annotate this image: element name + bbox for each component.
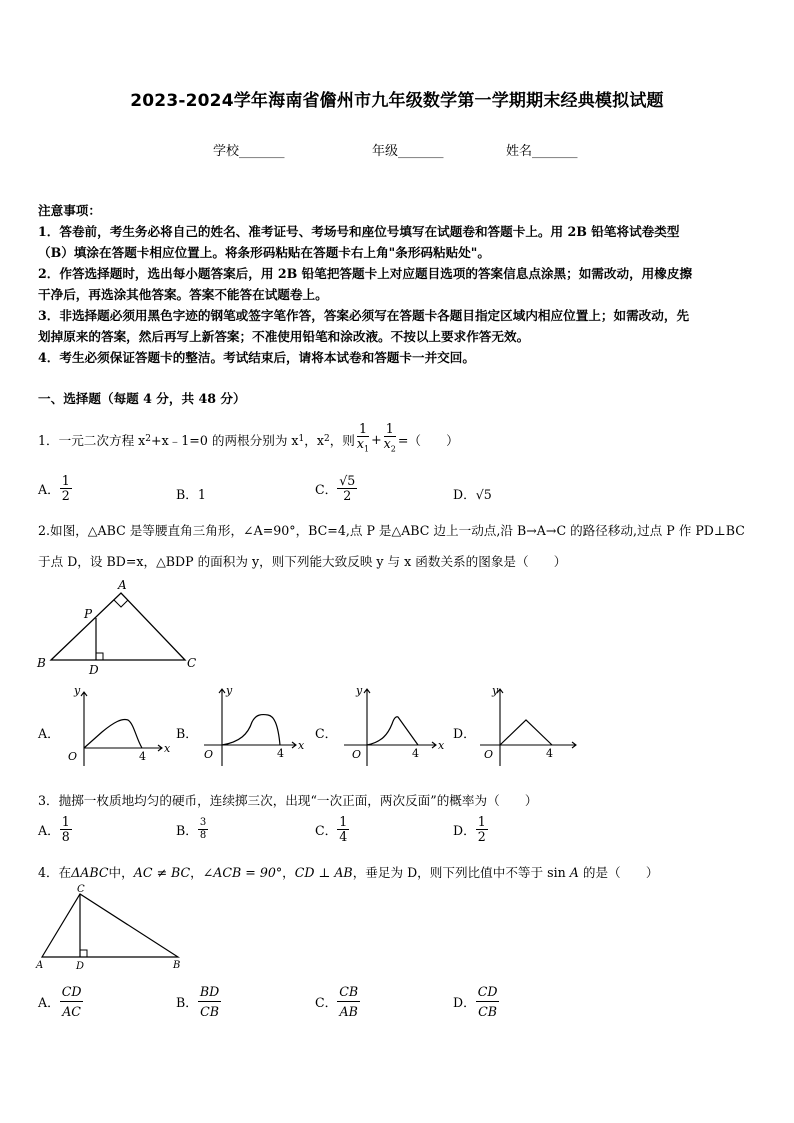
- q1-option-d[interactable]: [453, 484, 492, 503]
- q4-triangle-figure: [34, 882, 190, 974]
- q1-option-c[interactable]: [315, 474, 357, 503]
- q2-option-b-label[interactable]: B．: [176, 726, 198, 741]
- q3-option-d[interactable]: [453, 815, 488, 844]
- tick-4-label: 4: [139, 750, 146, 763]
- q4-cond1: AC ≠ BC: [133, 865, 191, 880]
- tick-4-label: 4: [546, 747, 553, 760]
- frac-den: 2: [343, 488, 352, 503]
- right-angle-mark: [96, 653, 103, 660]
- q4-sep: ，: [190, 865, 203, 880]
- note-line: 划掉原来的答案，然后再写上新答案；不准使用铅笔和涂改液。不按以上要求作答无效。: [38, 329, 530, 344]
- label-p: P: [84, 607, 93, 621]
- right-angle-mark: [80, 950, 87, 957]
- q4-cond2: ∠ACB = 90°: [202, 865, 283, 880]
- q2-graph-a[interactable]: [62, 684, 172, 774]
- q4-var-a: A: [569, 865, 579, 880]
- q1-frac2-num: 1: [385, 421, 394, 436]
- q1-frac1-sub: 1: [363, 444, 370, 454]
- frac-den: 2: [477, 829, 486, 844]
- frac-num: 1: [61, 473, 70, 488]
- school-field: 学校_______: [213, 144, 285, 159]
- note-line: 1．答卷前，考生务必将自己的姓名、准考证号、考场号和座位号填写在试题卷和答题卡上。用 2B 铅笔将试卷类型: [38, 224, 680, 239]
- label-a: A: [118, 578, 127, 592]
- q1-frac1: [355, 422, 371, 457]
- graph-curve: [84, 720, 142, 749]
- axis-x-label: x: [438, 739, 445, 752]
- label-d: D: [89, 663, 99, 677]
- frac-den: CB: [478, 1004, 498, 1019]
- q4-sep: ，: [282, 865, 295, 880]
- q3-stem: 3．抛掷一枚质地均匀的硬币，连续掷三次，出现“一次正面，两次反面”的概率为（ ）: [38, 793, 538, 808]
- q1-frac2-den: x: [383, 436, 391, 451]
- axis-y-label: y: [226, 684, 233, 697]
- frac-den: AC: [62, 1004, 81, 1019]
- frac-num: CD: [476, 982, 500, 1002]
- name-field: 姓名_______: [506, 144, 578, 159]
- q4-option-d[interactable]: [453, 982, 499, 1021]
- q4-stem-b: 中，: [108, 865, 134, 880]
- q1-frac1-num: 1: [358, 421, 367, 436]
- option-label: C．: [315, 995, 338, 1010]
- graph-curve: [222, 715, 280, 745]
- note-line: （B）填涂在答题卡相应位置上。将条形码粘贴在答题卡右上角"条形码粘贴处"。: [38, 245, 490, 260]
- q4-stem-c: ，垂足为 D，则下列比值中不等于 sin: [352, 865, 566, 880]
- option-label: B．: [176, 823, 198, 838]
- frac-den: 8: [61, 829, 70, 844]
- axis-x-label: x: [164, 742, 171, 755]
- frac-den: 2: [61, 488, 70, 503]
- option-value: √5: [475, 487, 492, 502]
- q1-plus: +: [371, 431, 382, 447]
- q2-option-d-label[interactable]: D．: [453, 726, 476, 741]
- frac-den: AB: [339, 1004, 358, 1019]
- note-line: 3．非选择题必须用黑色字迹的钢笔或签字笔作答，答案必须写在答题卡各题目指定区域内相应位置上；如需改动，先: [38, 308, 690, 323]
- graph-curve: [500, 720, 552, 745]
- q1-stem-c: ，则: [329, 432, 355, 448]
- q4-stem-a: 4．在: [38, 865, 72, 880]
- label-a: A: [36, 960, 44, 971]
- option-value: 1: [197, 487, 206, 502]
- origin-label: O: [352, 748, 362, 761]
- q1-comma: ，x: [304, 432, 324, 448]
- q1-frac2-sub: 2: [390, 444, 396, 454]
- option-label: A．: [38, 823, 60, 838]
- option-label: A．: [38, 995, 60, 1010]
- axis-y-label: y: [356, 684, 363, 697]
- q3-option-c[interactable]: [315, 815, 349, 844]
- q2-graph-c[interactable]: [340, 684, 450, 774]
- frac-num: 3: [199, 817, 207, 828]
- q4-option-c[interactable]: [315, 982, 360, 1021]
- note-line: 干净后，再选涂其他答案。答案不能答在试题卷上。: [38, 287, 328, 302]
- frac-num: 1: [61, 814, 70, 829]
- origin-label: O: [484, 748, 494, 761]
- q1-stem-d: =（ ）: [397, 432, 459, 448]
- q4-triangle: ΔABC: [71, 865, 109, 880]
- frac-num: CB: [337, 982, 360, 1002]
- option-label: B．: [176, 995, 198, 1010]
- label-c: C: [77, 884, 85, 895]
- option-label: D．: [453, 823, 476, 838]
- origin-label: O: [204, 748, 214, 761]
- q2-option-c-label[interactable]: C．: [315, 726, 338, 741]
- label-c: C: [187, 656, 197, 670]
- q1-frac1-den: x: [356, 436, 364, 451]
- note-line: 4．考生必须保证答题卡的整洁。考试结束后，请将本试卷和答题卡一并交回。: [38, 350, 475, 365]
- page-title: 2023-2024学年海南省儋州市九年级数学第一学期期末经典模拟试题: [130, 91, 664, 111]
- section-heading: 一、选择题（每题 4 分，共 48 分）: [38, 391, 246, 406]
- triangle-abc: [42, 894, 178, 957]
- notes-list: [38, 221, 760, 368]
- q2-stem-line1: 2.如图，△ABC 是等腰直角三角形，∠A=90°，BC=4,点 P 是△ABC 边上一动点,沿 B→A→C 的路径移动,过点 P 作 PD⊥BC: [38, 523, 745, 538]
- axis-y-label: y: [74, 684, 81, 697]
- q4-stem: [38, 862, 658, 881]
- q4-stem-d: 的是（ ）: [582, 865, 659, 880]
- frac-num: 1: [339, 814, 348, 829]
- notes-heading: 注意事项：: [38, 203, 101, 218]
- option-label: D．: [453, 487, 476, 502]
- frac-num: CD: [60, 982, 84, 1002]
- q2-graph-b[interactable]: [200, 684, 310, 774]
- option-label: C．: [315, 823, 338, 838]
- q1-stem: [38, 422, 459, 457]
- q1-option-a[interactable]: [38, 474, 72, 503]
- q4-option-b[interactable]: [176, 982, 221, 1021]
- q2-triangle-figure: [32, 578, 208, 678]
- note-line: 2．作答选择题时，选出每小题答案后，用 2B 铅笔把答题卡上对应题目选项的答案信息点涂黑；如需改动，用橡皮擦: [38, 266, 693, 281]
- origin-label: O: [68, 750, 78, 763]
- q1-frac2: [382, 422, 398, 457]
- frac-den: 4: [339, 829, 348, 844]
- tick-4-label: 4: [277, 747, 284, 760]
- option-label: D．: [453, 995, 476, 1010]
- q4-option-a[interactable]: [38, 982, 83, 1021]
- q1-sub2: 2: [323, 434, 330, 445]
- q1-stem-b: +x﹣1=0 的两根分别为 x: [151, 432, 299, 448]
- option-label: C．: [315, 482, 338, 497]
- q4-cond3: CD ⊥ AB: [294, 865, 353, 880]
- q1-sup: 2: [145, 434, 152, 445]
- label-b: B: [173, 960, 181, 971]
- q2-stem-line2: 于点 D，设 BD=x，△BDP 的面积为 y，则下列能大致反映 y 与 x 函数关系的图象是（ ）: [38, 554, 567, 569]
- graph-curve: [367, 717, 418, 745]
- axis-y-label: y: [492, 684, 499, 697]
- label-b: B: [37, 656, 46, 670]
- q2-option-a-label[interactable]: A．: [38, 726, 60, 741]
- q2-graph-d[interactable]: [476, 684, 586, 774]
- triangle-abc: [51, 593, 185, 660]
- option-label: A．: [38, 482, 60, 497]
- frac-num: BD: [198, 982, 221, 1002]
- option-label: B．: [176, 487, 198, 502]
- q3-option-a[interactable]: [38, 815, 72, 844]
- axis-x-label: x: [298, 739, 305, 752]
- frac-num: √5: [339, 473, 356, 488]
- frac-den: CB: [200, 1004, 219, 1019]
- q1-stem-a: 1．一元二次方程 x: [38, 432, 146, 448]
- tick-4-label: 4: [412, 747, 419, 760]
- grade-field: 年级_______: [372, 144, 444, 159]
- frac-num: 1: [477, 814, 486, 829]
- q1-option-b[interactable]: [176, 484, 206, 503]
- label-d: D: [76, 961, 85, 972]
- q1-sub1: 1: [298, 434, 305, 445]
- frac-den: 8: [199, 830, 207, 841]
- right-angle-mark: [114, 600, 128, 607]
- q3-option-b[interactable]: [176, 817, 208, 842]
